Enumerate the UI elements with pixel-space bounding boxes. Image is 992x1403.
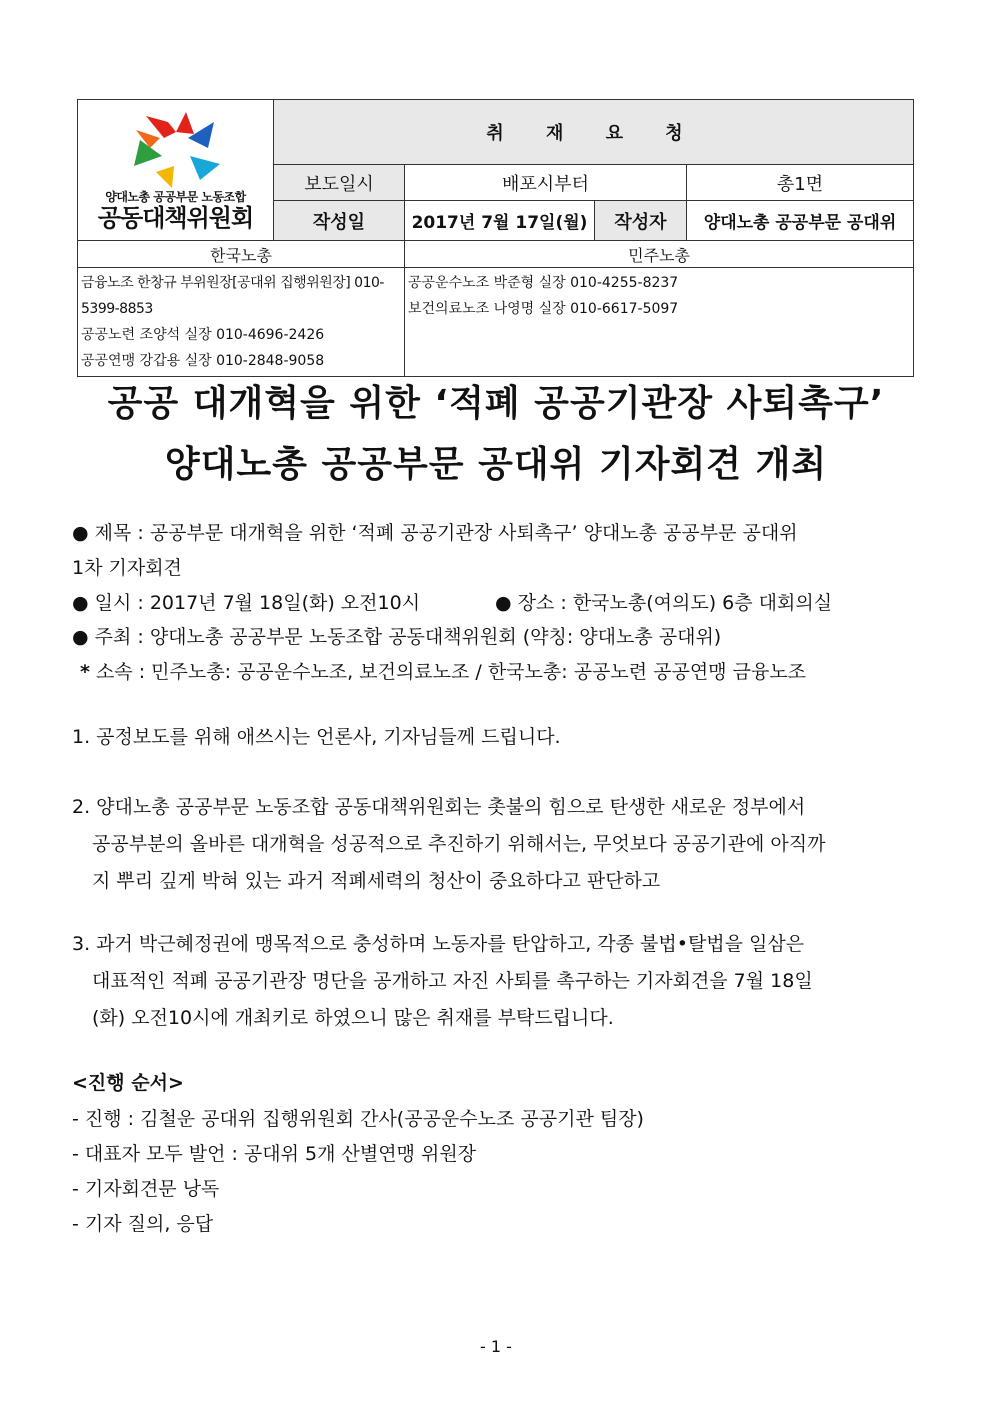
paragraph-2-line-1: 2. 양대노총 공공부문 노동조합 공동대책위원회는 촛불의 힘으로 탄생한 새로운 정부에서 — [72, 796, 806, 818]
agenda-item: - 기자회견문 낭독 — [72, 1178, 220, 1200]
page-count: 총1면 — [687, 165, 914, 201]
paragraph-3 — [72, 926, 924, 1037]
paragraph-1: 1. 공정보도를 위해 애쓰시는 언론사, 기자님들께 드립니다. — [72, 726, 561, 748]
paragraph-2-line-3: 지 뿌리 깊게 박혀 있는 과거 적폐세력의 청산이 중요하다고 판단하고 — [92, 870, 661, 892]
headline-line-2: 양대노총 공공부문 공대위 기자회견 개최 — [164, 444, 828, 485]
place-text: 장소 : 한국노총(여의도) 6층 대회의실 — [517, 592, 833, 614]
logo-block — [78, 100, 274, 241]
agenda-item: - 대표자 모두 발언 : 공대위 5개 산별연맹 위원장 — [72, 1143, 477, 1165]
subject-continued: 1차 기자회견 — [72, 557, 182, 579]
page-number: - 1 - — [480, 1337, 512, 1356]
bullet-icon: ● — [495, 592, 512, 614]
date-text: 일시 : 2017년 7월 18일(화) 오전10시 — [94, 592, 421, 614]
info-date — [72, 588, 420, 615]
union-logo-icon — [116, 108, 236, 190]
contact-line: 공공운수노조 박준형 실장 010-4255-8237 — [408, 275, 679, 291]
logo-subtitle: 양대노총 공공부문 노동조합 — [105, 190, 246, 204]
asterisk-mark: * — [80, 661, 90, 683]
left-org-heading: 한국노총 — [78, 241, 405, 268]
contact-line: 보건의료노조 나영명 실장 010-6617-5097 — [408, 301, 679, 317]
headline-line-1: 공공 대개혁을 위한 ‘적폐 공공기관장 사퇴촉구’ — [107, 383, 885, 424]
bullet-icon: ● — [72, 522, 89, 544]
info-subject — [72, 518, 798, 545]
paragraph-3-line-1: 3. 과거 박근혜정권에 맹목적으로 충성하며 노동자를 탄압하고, 각종 불법•탈법을 일삼은 — [72, 933, 805, 955]
written-date-value: 2017년 7월 17일(월) — [405, 201, 595, 241]
paragraph-3-line-3: (화) 오전10시에 개최키로 하였으니 많은 취재를 부탁드립니다. — [92, 1007, 614, 1029]
affiliation-text: 소속 : 민주노총: 공공운수노조, 보건의료노조 / 한국노총: 공공노련 공공연맹 금융노조 — [95, 661, 807, 683]
info-affiliation — [80, 657, 806, 684]
report-time-value: 배포시부터 — [405, 165, 687, 201]
right-org-heading: 민주노총 — [405, 241, 914, 268]
contact-line: 공공노련 조양석 실장 010-4696-2426 — [81, 327, 325, 343]
author-label: 작성자 — [595, 201, 687, 241]
bullet-icon: ● — [72, 592, 89, 614]
contact-line: 공공연맹 강갑용 실장 010-2848-9058 — [81, 353, 325, 369]
report-time-label: 보도일시 — [274, 165, 405, 201]
host-text: 주최 : 양대노총 공공부문 노동조합 공동대책위원회 (약칭: 양대노총 공대위) — [94, 626, 722, 648]
paragraph-3-line-2: 대표적인 적폐 공공기관장 명단을 공개하고 자진 사퇴를 촉구하는 기자회견을 7월 18일 — [92, 970, 813, 992]
info-place — [495, 588, 832, 615]
author-value: 양대노총 공공부문 공대위 — [687, 201, 914, 241]
logo-title: 공동대책위원회 — [97, 204, 254, 232]
contact-line: 금융노조 한창규 부위원장[공대위 집행위원장] 010-5399-8853 — [81, 275, 384, 317]
agenda-item: - 진행 : 김철운 공대위 집행위원회 간사(공공운수노조 공공기관 팀장) — [72, 1108, 644, 1130]
written-date-label: 작성일 — [274, 201, 405, 241]
bullet-icon: ● — [72, 626, 89, 648]
right-contacts — [405, 268, 914, 377]
doc-type-title: 취 재 요 청 — [274, 100, 914, 165]
paragraph-2 — [72, 789, 924, 900]
paragraph-2-line-2: 공공부분의 올바른 대개혁을 성공적으로 추진하기 위해서는, 무엇보다 공공기관에 아직까 — [92, 833, 826, 855]
info-host — [72, 622, 721, 649]
header-table — [77, 99, 914, 377]
agenda-item: - 기자 질의, 응답 — [72, 1213, 214, 1235]
agenda-heading: <진행 순서> — [72, 1072, 184, 1094]
subject-text: 제목 : 공공부문 대개혁을 위한 ‘적폐 공공기관장 사퇴촉구’ 양대노총 공공부문 공대위 — [94, 522, 798, 544]
left-contacts — [78, 268, 405, 377]
